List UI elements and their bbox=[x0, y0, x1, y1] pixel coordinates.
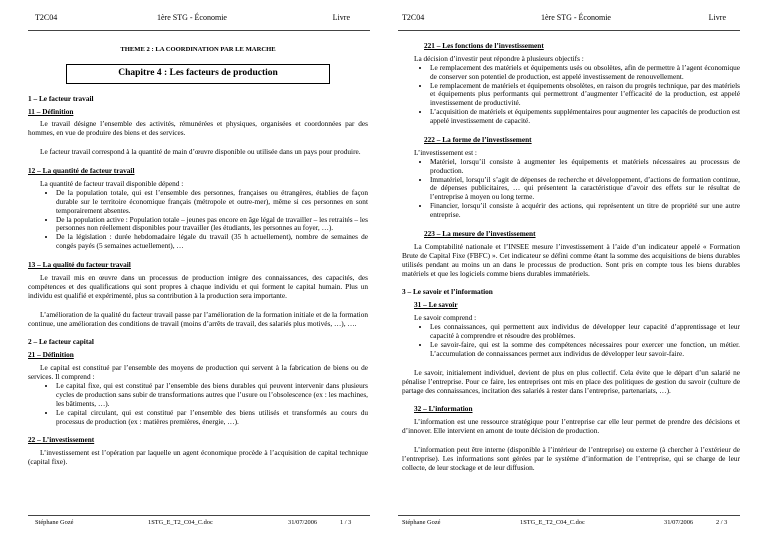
section-heading: 2 – Le facteur capital bbox=[28, 337, 94, 347]
list-item: • Le remplacement des matériels et équipements usés ou obsolètes, afin de permettre à l’agent économique de conserver son potentiel de production, est appelé investissement de renouvellement. bbox=[430, 64, 740, 82]
list-item: • Les connaissances, qui permettent aux individus de développer leur capacité d’apprentissage et leur capacité à comprendre et résoudre des problèmes. bbox=[430, 323, 740, 341]
subsection-heading: 22 – L’investissement bbox=[28, 435, 95, 445]
paragraph: L’investissement est : bbox=[414, 147, 477, 157]
paragraph: L’amélioration de la qualité du facteur travail passe par l’amélioration de la formation initiale et de la formation continue, une amélioration des conditions de travail (moins d’arrêts de travail, des salariés plus motivés, …), …. bbox=[28, 309, 368, 328]
header-right: Livre bbox=[332, 13, 350, 22]
chapter-title: Chapitre 4 : Les facteurs de production bbox=[66, 64, 330, 84]
list-item: • L’acquisition de matériels et équipements supplémentaires pour augmenter les capacités de production est appelé investissement de capacité. bbox=[430, 108, 740, 126]
section-heading: 1 – Le facteur travail bbox=[28, 93, 94, 103]
footer-file: 1STG_E_T2_C04_C.doc bbox=[148, 519, 213, 526]
footer-author: Stéphane Gozé bbox=[402, 519, 441, 526]
theme-title: THEME 2 : LA COORDINATION PAR LE MARCHE bbox=[120, 46, 276, 53]
paragraph: Le savoir, initialement individuel, devient de plus en plus collectif. Cela évite que le départ d’un salarié ne pénalise l’entreprise. Pour ce faire, les entreprises ont mis en place des politiques de gestion du savoir (culture de partage des connaissances, incitation des salariés à rester dans l’entreprise, partenariats, …). bbox=[402, 367, 740, 395]
bullet-list bbox=[402, 323, 740, 359]
page-header bbox=[0, 13, 384, 25]
subsection-heading: 31 – Le savoir bbox=[414, 300, 458, 310]
subsection-heading: 11 – Définition bbox=[28, 106, 74, 116]
header-rule bbox=[398, 30, 740, 31]
paragraph: La quantité de facteur travail disponible dépend : bbox=[40, 178, 184, 188]
header-left: T2C04 bbox=[402, 13, 425, 22]
paragraph: Le capital est constitué par l’ensemble des moyens de production qui servent à la fabrication de biens ou de services. Il comprend : bbox=[28, 363, 368, 382]
page-2-body bbox=[402, 42, 740, 483]
paragraph: Le facteur travail correspond à la quantité de main d’œuvre disponible ou utilisée dans un pays pour produire. bbox=[40, 147, 361, 157]
bullet-list bbox=[402, 158, 740, 220]
footer-page-number: 2 / 3 bbox=[716, 519, 728, 526]
header-right: Livre bbox=[708, 13, 726, 22]
page-2 bbox=[384, 0, 768, 543]
page-footer bbox=[0, 519, 384, 529]
header-rule bbox=[28, 30, 370, 31]
list-item: • Matériel, lorsqu’il consiste à augmenter les équipements et matériels nécessaires au processus de production. bbox=[430, 158, 740, 176]
paragraph: L’information peut être interne (disponible à l’intérieur de l’entreprise) ou externe (à chercher à l’extérieur de l’entreprise). Les informations sont gérées par le système d’information de l’entreprise, qui se charge de leur collecte, de leur stockage et de leur diffusion. bbox=[402, 445, 740, 472]
bullet-list bbox=[28, 189, 368, 251]
paragraph: Le savoir comprend : bbox=[414, 313, 477, 323]
header-center: 1ère STG - Économie bbox=[541, 13, 611, 22]
footer-file: 1STG_E_T2_C04_C.doc bbox=[520, 519, 585, 526]
subsection-heading: 13 – La qualité du facteur travail bbox=[28, 260, 131, 270]
list-item: • Le capital fixe, qui est constitué par l’ensemble des biens durables qui peuvent intervenir dans plusieurs cycles de production sans subir de transformations autres que l’usure ou l’obsolescence (ex : les machines, les bâtiments, …). bbox=[56, 382, 368, 409]
subsection-heading: 222 – La forme de l’investissement bbox=[424, 135, 532, 145]
subsection-heading: 221 – Les fonctions de l’investissement bbox=[424, 41, 544, 50]
footer-rule bbox=[28, 515, 370, 516]
section-heading: 3 – Le savoir et l’information bbox=[402, 287, 493, 297]
paragraph: La Comptabilité nationale et l’INSEE mesure l’investissement à l’aide d’un indicateur appelé « Formation Brute de Capital Fixe (FBFC) ». Cet indicateur se défini comme étant la somme des acquisitions de biens durables utilisés pendant au moins un an dans le processus de production. Sont pris en compte tous les biens durables matériels et que les logiciels comme biens durables immatériels. bbox=[402, 241, 740, 278]
footer-date: 31/07/2006 bbox=[288, 519, 318, 526]
list-item: • Le capital circulant, qui est constitué par l’ensemble des biens utilisés et transformés au cours du processus de production (ex : matières premières, énergie, …). bbox=[56, 409, 368, 427]
page-footer bbox=[384, 519, 768, 529]
list-item: • Immatériel, lorsqu’il s’agit de dépenses de recherche et développement, d’actions de formation continue, de dépenses publicitaires, … qui présentent la caractéristique d’avoir des effets sur le résultat de l’entreprise à moyen ou long terme. bbox=[430, 176, 740, 203]
paragraph: Le travail mis en œuvre dans un processus de production intègre des connaissances, des capacités, des compétences et des qualifications qui sont propres à chaque individu et qui forment le capital humain. Plus un individu est qualifié et expérimenté, plus sa contribution à la production sera importante. bbox=[28, 272, 368, 300]
header-left: T2C04 bbox=[35, 13, 58, 22]
subsection-heading: 12 – La quantité de facteur travail bbox=[28, 166, 135, 176]
footer-date: 31/07/2006 bbox=[664, 519, 694, 526]
page-header bbox=[384, 13, 768, 25]
footer-page-number: 1 / 3 bbox=[340, 519, 352, 526]
list-item: • De la population active : Population totale – jeunes pas encore en âge légal de travailler – les retraités – les personnes non réellement disponibles pour travailler (les étudiants, les personnes au foyer, …). bbox=[56, 216, 368, 234]
paragraph: Le travail désigne l’ensemble des activités, rémunérées et physiques, organisées et coordonnées par des hommes, en vue de produire des biens et des services. bbox=[28, 119, 368, 138]
list-item: • De la population totale, qui est l’ensemble des personnes, françaises ou étrangères, établies de façon durable sur le territoire économique français (métropole et outre-mer), même si ces personnes en sont temporairement absentes. bbox=[56, 189, 368, 216]
footer-rule bbox=[398, 515, 740, 516]
list-item: • De la législation : durée hebdomadaire légale du travail (35 h actuellement), nombre de semaines de congés payés (5 semaines actuellement), … bbox=[56, 233, 368, 251]
paragraph: L’information est une ressource stratégique pour l’entreprise car elle leur permet de prendre des décisions et d’innover. Elle intervient en amont de toute décision de production. bbox=[402, 417, 740, 436]
list-item: • Le remplacement de matériels et équipements obsolètes, en raison du progrès technique, par des matériels et équipements plus performants qui permettront d’augmenter l’efficacité de la production, est appelé investissement de productivité. bbox=[430, 82, 740, 109]
bullet-list bbox=[402, 64, 740, 126]
subsection-heading: 21 – Définition bbox=[28, 350, 74, 360]
list-item: • Financier, lorsqu’il consiste à acquérir des actions, qui représentent un titre de propriété sur une autre entreprise. bbox=[430, 202, 740, 220]
subsection-heading: 223 – La mesure de l’investissement bbox=[424, 229, 536, 239]
paragraph: La décision d’investir peut répondre à plusieurs objectifs : bbox=[414, 53, 584, 63]
page-1-body bbox=[28, 42, 368, 477]
paragraph: L’investissement est l’opération par laquelle un agent économique procède à l’acquisition de capital technique (capital fixe). bbox=[28, 448, 368, 467]
list-item: • Le savoir-faire, qui est la somme des compétences nécessaires pour exercer une fonction, un métier. L’accumulation de connaissances permet aux individus de développer leur savoir-faire. bbox=[430, 341, 740, 359]
footer-author: Stéphane Gozé bbox=[35, 519, 74, 526]
header-center: 1ère STG - Économie bbox=[157, 13, 227, 22]
bullet-list bbox=[28, 382, 368, 426]
subsection-heading: 32 – L’information bbox=[414, 404, 473, 414]
